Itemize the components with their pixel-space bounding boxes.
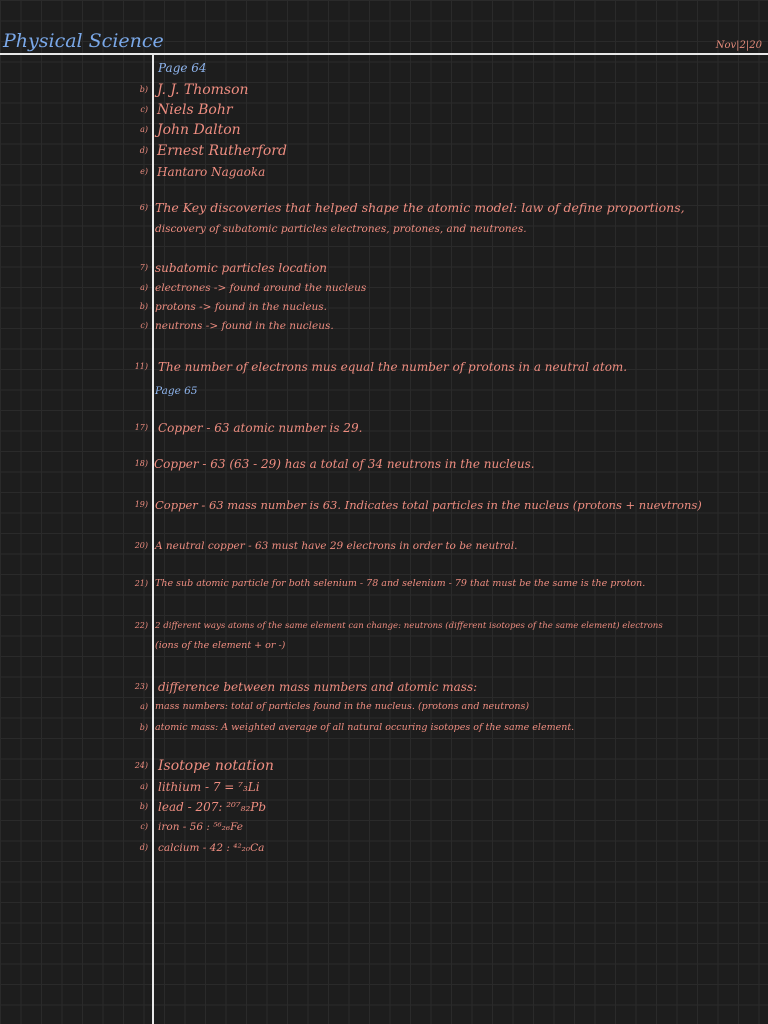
q20-label: 20) bbox=[134, 541, 148, 550]
q17-text: Copper - 63 atomic number is 29. bbox=[158, 421, 363, 435]
item-e-text: Hantaro Nagaoka bbox=[157, 165, 266, 179]
page-date: Nov|2|20 bbox=[715, 40, 762, 51]
q24-label: 24) bbox=[134, 761, 148, 770]
item-c-label: c) bbox=[140, 105, 148, 114]
q7a-label: a) bbox=[140, 283, 148, 292]
q18-text: Copper - 63 (63 - 29) has a total of 34 neutrons in the nucleus. bbox=[154, 457, 535, 471]
q24-text: Isotope notation bbox=[158, 758, 274, 774]
q23-text: difference between mass numbers and atomic mass: bbox=[158, 680, 478, 694]
item-e-label: e) bbox=[140, 167, 148, 176]
q22-line-1: 2 different ways atoms of the same element can change: neutrons (different isotopes of the same element) electrons bbox=[155, 621, 663, 631]
q17-label: 17) bbox=[134, 423, 148, 432]
item-c-text: Niels Bohr bbox=[157, 102, 233, 118]
item-a-label: a) bbox=[140, 125, 148, 134]
q6-label: 6) bbox=[139, 203, 148, 212]
item-b-text: J. J. Thomson bbox=[157, 82, 249, 98]
page-title: Physical Science bbox=[3, 30, 164, 52]
header-rule bbox=[0, 53, 768, 55]
q7c-label: c) bbox=[140, 321, 148, 330]
q24a-text: lithium - 7 = ⁷₃Li bbox=[158, 780, 260, 794]
q7a-text: electrones -> found around the nucleus bbox=[155, 282, 367, 294]
q23a-label: a) bbox=[140, 702, 148, 711]
q23a-text: mass numbers: total of particles found in the nucleus. (protons and neutrons) bbox=[155, 701, 530, 712]
q24b-text: lead - 207: ²⁰⁷₈₂Pb bbox=[158, 800, 267, 814]
q24c-text: iron - 56 : ⁵⁶₂₆Fe bbox=[158, 821, 244, 833]
q7b-text: protons -> found in the nucleus. bbox=[155, 301, 328, 313]
q24b-label: b) bbox=[139, 802, 148, 811]
q18-label: 18) bbox=[134, 459, 148, 468]
margin-rule bbox=[152, 53, 154, 1024]
q21-label: 21) bbox=[134, 579, 148, 588]
q7-text: subatomic particles location bbox=[155, 261, 327, 275]
q22-label: 22) bbox=[134, 621, 148, 630]
item-b-label: b) bbox=[139, 85, 148, 94]
q11-label: 11) bbox=[134, 362, 148, 371]
q24a-label: a) bbox=[140, 782, 148, 791]
q19-text: Copper - 63 mass number is 63. Indicates total particles in the nucleus (protons + nuevtrons) bbox=[155, 498, 702, 512]
page-65-heading: Page 65 bbox=[155, 385, 198, 397]
q23-label: 23) bbox=[134, 682, 148, 691]
q24c-label: c) bbox=[140, 822, 148, 831]
q23b-text: atomic mass: A weighted average of all natural occuring isotopes of the same element. bbox=[155, 722, 575, 733]
item-d-text: Ernest Rutherford bbox=[157, 143, 287, 159]
page-64-heading: Page 64 bbox=[158, 61, 207, 75]
q7-label: 7) bbox=[139, 263, 148, 272]
item-d-label: d) bbox=[139, 146, 148, 155]
item-a-text: John Dalton bbox=[157, 122, 241, 138]
q19-label: 19) bbox=[134, 500, 148, 509]
q6-line-1: The Key discoveries that helped shape the atomic model: law of define proportions, bbox=[155, 200, 685, 215]
q20-text: A neutral copper - 63 must have 29 electrons in order to be neutral. bbox=[155, 540, 518, 552]
q11-text: The number of electrons mus equal the number of protons in a neutral atom. bbox=[158, 360, 628, 374]
q6-line-2: discovery of subatomic particles electrones, protones, and neutrones. bbox=[155, 223, 527, 235]
q23b-label: b) bbox=[139, 723, 148, 732]
q22-line-2: (ions of the element + or -) bbox=[155, 640, 286, 651]
q21-text: The sub atomic particle for both selenium - 78 and selenium - 79 that must be the same is the proton. bbox=[155, 578, 646, 589]
q24d-text: calcium - 42 : ⁴²₂₀Ca bbox=[158, 842, 265, 854]
q24d-label: d) bbox=[139, 843, 148, 852]
q7b-label: b) bbox=[139, 302, 148, 311]
q7c-text: neutrons -> found in the nucleus. bbox=[155, 320, 334, 332]
